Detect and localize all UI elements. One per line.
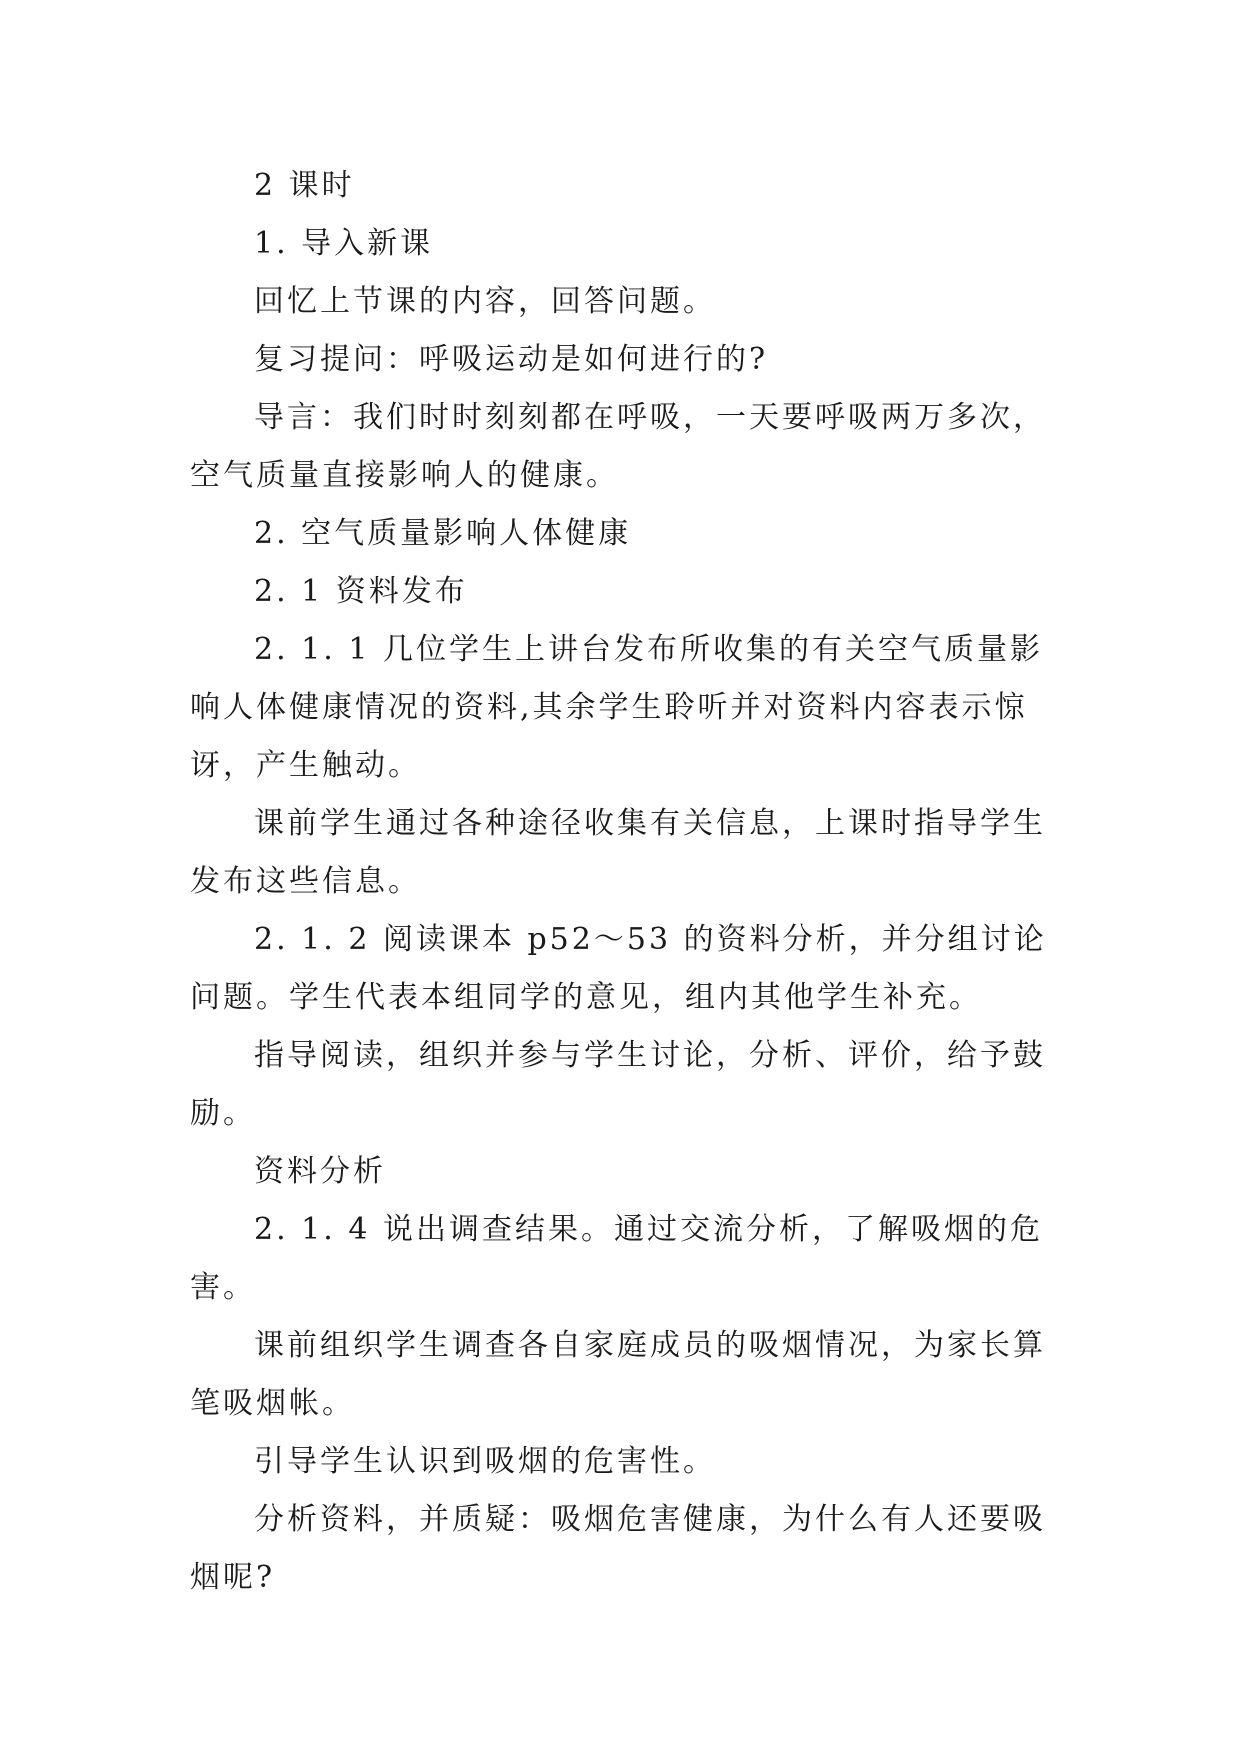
paragraph-section-2-1-heading: 2. 1 资料发布: [254, 574, 468, 609]
paragraph-lesson-count: 2 课时: [254, 168, 355, 203]
paragraph-section-2-1-1: 2. 1. 1 几位学生上讲台发布所收集的有关空气质量影响人体健康情况的资料,其余学生聆听并对资料内容表示惊讶，产生触动。: [190, 632, 1043, 783]
paragraph-section-2-1-4: 2. 1. 4 说出调查结果。通过交流分析，了解吸烟的危害。: [190, 1212, 1043, 1305]
paragraph-question-smoking: 分析资料，并质疑：吸烟危害健康，为什么有人还要吸烟呢?: [190, 1502, 1046, 1595]
paragraph-data-analysis-heading: 资料分析: [254, 1154, 386, 1189]
paragraph-family-survey: 课前组织学生调查各自家庭成员的吸烟情况，为家长算笔吸烟帐。: [190, 1328, 1046, 1421]
paragraph-guided-reading: 指导阅读，组织并参与学生讨论，分析、评价，给予鼓励。: [190, 1038, 1046, 1131]
paragraph-pre-class-collection: 课前学生通过各种途径收集有关信息，上课时指导学生发布这些信息。: [190, 806, 1046, 899]
paragraph-smoking-harm: 引导学生认识到吸烟的危害性。: [254, 1444, 716, 1479]
document-body: [190, 157, 1070, 1607]
paragraph-intro-heading: 1. 导入新课: [254, 226, 434, 261]
paragraph-section-2-1-2: 2. 1. 2 阅读课本 p52～53 的资料分析，并分组讨论问题。学生代表本组同学的意见，组内其他学生补充。: [190, 922, 1047, 1015]
paragraph-recall: 回忆上节课的内容，回答问题。: [254, 284, 716, 319]
paragraph-section-2-heading: 2. 空气质量影响人体健康: [254, 516, 632, 551]
paragraph-introduction: 导言：我们时时刻刻都在呼吸，一天要呼吸两万多次，空气质量直接影响人的健康。: [190, 400, 1046, 493]
paragraph-review-question: 复习提问：呼吸运动是如何进行的?: [254, 342, 769, 377]
